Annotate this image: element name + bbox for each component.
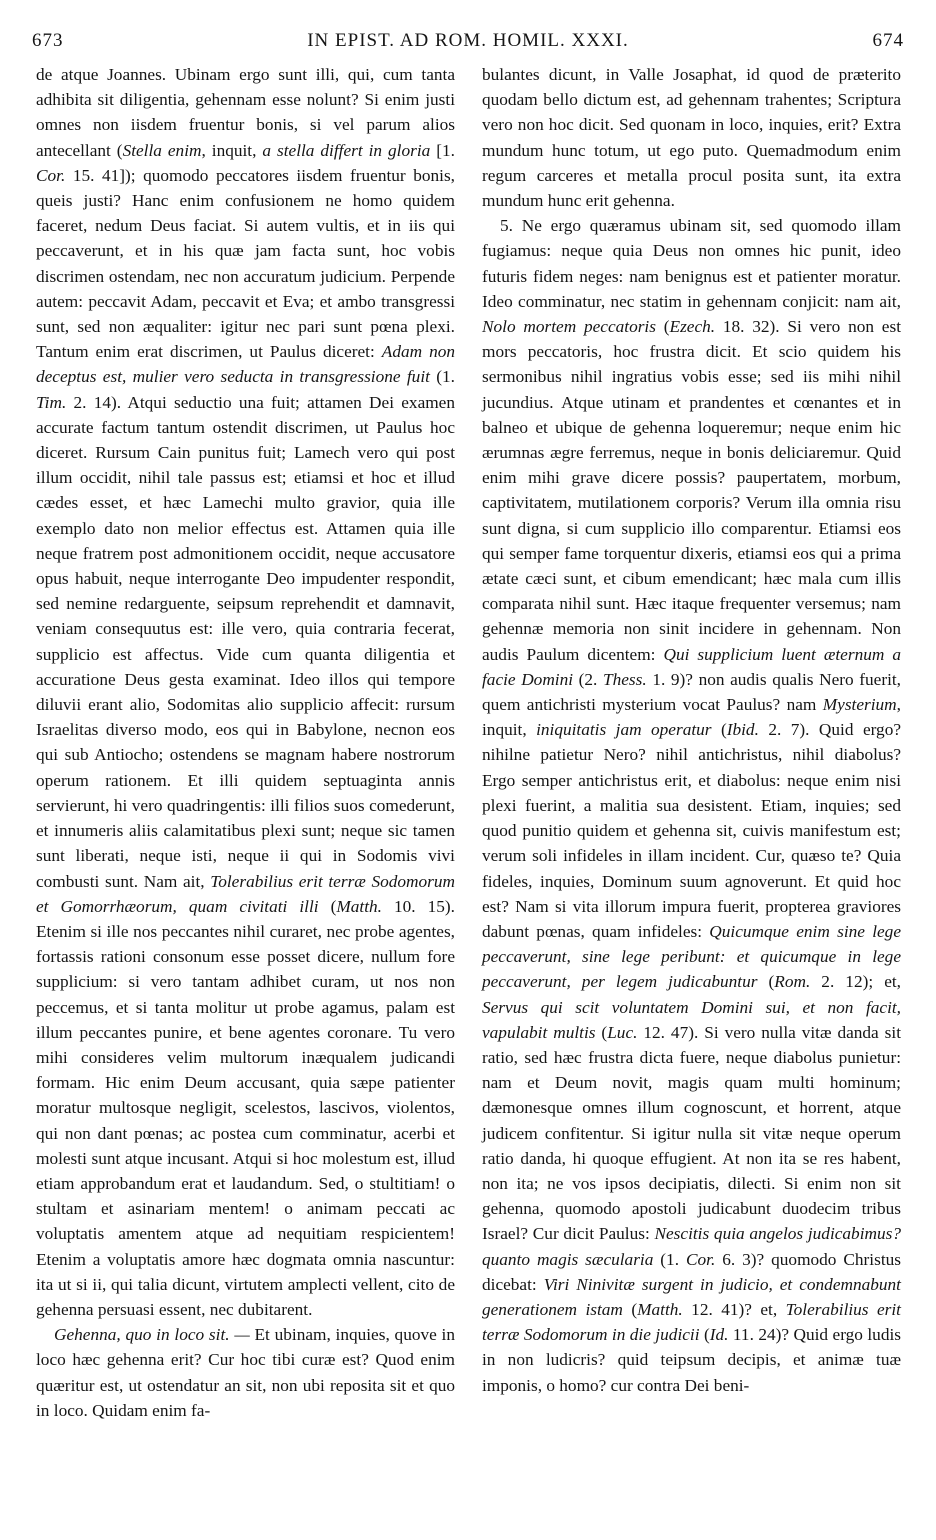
text-run: ( [699, 1325, 710, 1345]
text-run: bulantes dicunt, in Valle Josaphat, id quod de præterito quodam bello dictum est, ad gehennam trahentes; Scriptura vero non hoc dicit. Sed quonam in loco, inquies, erit? Extra mundum hunc totum, ut ego puto. Quemadmodum enim regum carceres et metalla procul posita sunt, ita extra mundum hunc erit gehenna. [482, 65, 901, 211]
text-run: 2. 14). Atqui seductio una fuit; attamen Dei examen accurate factum tantum ostendit discrimen, ut Paulus hoc diceret. Rursum Cain punitus fuit; Lamech vero qui post illum occidit, nihil tale passus est; etiamsi et hoc et illud cædes esset, et hæc Lamechi multo gravior, quia ille exemplo dato non melior effectus est. Attamen quia ille neque fratrem post admonitionem occidit, neque accusatore opus habuit, neque interrogante Deo impudenter respondit, sed nemine redarguente, seipsum reprehendit et damnavit, veniam consequutus est: ille vero, quia contraria fecerat, supplicio est affectus. Vide cum quanta diligentia et accuratione Deus gesta examinat. Ideo illos qui tempore diluvii erant alio, Sodomitas alio supplicio affecit: rursum Israelitas diverso modo, eos qui in Babylone, necnon eos qui sub Antiocho; ostendens se magnam habere nostrorum operum rationem. Et illi quidem septuaginta annis servierunt, hi vero quadringentis: illi filios suos comederunt, et innumeris aliis calamitatibus plexi sunt; neque sic tamen sunt liberati, neque isti, neque ii qui in Sodomis vivi combusti sunt. Nam ait, [36, 392, 455, 891]
left-column [36, 62, 455, 1423]
italic-text: Thess. [603, 669, 647, 689]
italic-text: iniquitatis jam operatur [536, 720, 712, 740]
italic-text: Quicumque enim sine lege peccaverunt, sine lege peribunt: et quicumque in lege peccaverunt, per legem judicabuntur [482, 921, 901, 992]
italic-text: Rom. [774, 972, 811, 992]
text-run: (1. [429, 367, 455, 387]
text-run: (1. [653, 1249, 686, 1269]
text-run: (2. [573, 669, 603, 689]
italic-text: Nescitis quia angelos judicabimus? quanto magis sæcularia [482, 1224, 901, 1269]
text-run: ( [318, 896, 337, 916]
page-number-right: 674 [872, 30, 904, 51]
italic-text: Nolo mortem peccatoris [482, 317, 656, 337]
text-run: , inquit, [201, 140, 263, 160]
text-run: 15. 41]); quomodo peccatores iisdem fruentur bonis, queis justi? Hanc enim confusionem ne homo quidem faceret, nedum Deus faciat. Si autem vultis, et in iis qui peccaverunt, et in his quæ jam facta sunt, hoc vobis discrimen ostendam, nec non accuratum judicium. Perpende autem: peccavit Adam, peccavit et Eva; et ambo transgressi sunt, sed non æqualiter: igitur nec pari sunt pœna plexi. Tantum enim erat discrimen, ut Paulus diceret: [36, 165, 455, 362]
text-run: ( [711, 720, 727, 740]
italic-text: a stella differt in gloria [262, 140, 431, 160]
text-run: 5. Ne ergo quæramus ubinam sit, sed quomodo illam fugiamus: neque quia Deus non omnes hic punit, ideo futuris fidem neges: nam benignus est et patienter moratur. Ideo comminatur, nec statim in gehennam conjicit: nam ait, [482, 216, 901, 311]
italic-text: Adam non deceptus est, mulier vero seducta in transgressione fuit [36, 342, 455, 387]
italic-text: Viri Ninivitæ surgent in judicio, et condemnabunt generationem istam [482, 1274, 901, 1319]
paragraph-section-5 [482, 213, 901, 1398]
page-number-left: 673 [32, 30, 64, 51]
text-run: 6. 3)? quomodo Christus dicebat: [482, 1249, 901, 1294]
text-run: , inquit, [482, 695, 901, 740]
italic-text: Qui supplicium luent æternum a facie Domini [482, 644, 901, 689]
text-run: ( [595, 1022, 608, 1042]
running-title: IN EPIST. AD ROM. HOMIL. XXXI. [307, 30, 629, 51]
text-run: 18. 32). Si vero non est mors peccatoris, hoc frustra dicit. Et scio quidem his sermonibus nihil ingratius vobis esse; sed iis mihi nihil jucundius. Atque utinam et prandentes et cœnantes et in balneo et ubique de gehenna loqueremur; neque enim hic ærumnas ægre ferremus, neque in bonis deliciaremur. Quid enim mihi grave dicere possis? paupertatem, morbum, captivitatem, mutilationem corporis? Verum illa omnia risu sunt digna, si cum supplicio illo comparentur. Etiamsi eos qui semper fame torquentur dixeris, etiamsi eos qui a prima ætate cæci sunt, et cibum emendicant; hæc mala cum illis comparata nihil sunt. Hæc itaque frequenter versemus; nam gehennæ memoria non sinit incidere in gehennam. Non audis Paulum dicentem: [482, 317, 901, 664]
italic-text: Stella enim [122, 140, 202, 160]
text-run: 2. 12); et, [810, 972, 901, 992]
italic-text: Luc. [607, 1022, 638, 1042]
italic-text: Tolerabilius erit terræ Sodomorum in die judicii [482, 1299, 901, 1345]
italic-text: Servus qui scit voluntatem Domini sui, et non facit, vapulabit multis [482, 997, 901, 1042]
running-header [30, 30, 906, 60]
text-run: 10. 15). Etenim si ille nos peccantes nihil curaret, nec probe agentes, fortassis rationi consonum esse posset dicere, nullum fore supplicium: si vero tantam adhibet curam, ut nos non peccemus, et si tanta molitur ut probe agamus, palam est illum peccantes punire, et bene agentes coronare. Tu vero mihi consideres velim multorum inæqualem judicandi formam. Hic enim Deum accusant, quia sæpe patienter moratur multosque negligit, scelestos, lascivos, violentos, qui non dant pœnas; ac postea cum comminatur, acerbi et molesti sunt atque incusant. Atqui si hoc molestum est, illud etiam approbandum erat et laudandum. Sed, o stultitiam! o stultam et asinariam mentem! o animam peccati ac voluptatis amentem atque ad nequitiam respicientem! Etenim a voluptatis amore hæc dogmata omnia nascuntur: ita ut si ii, qui talia dicunt, virtutem amplecti vellent, cito de gehenna persuasi essent, nec dubitarent. [36, 896, 455, 1319]
text-run: 1. 9)? non audis qualis Nero fuerit, quem antichristi mysterium vocat Paulus? nam [482, 669, 901, 715]
italic-text: Tolerabilius erit terræ Sodomorum et Gomorrhæorum, quam civitati illi [36, 871, 455, 916]
text-run: ( [757, 972, 775, 992]
text-run: 12. 47). Si vero nulla vitæ danda sit ratio, sed hæc frustra dicta fuere, neque diabolus punietur: nam et Deum novit, magis quam multi hominum; dæmonesque omnes illum cognoscunt, et horrent, atque judicem confitentur. Si igitur nulla sit vitæ neque operum ratio danda, hi quoque effugient. At non ita se res habent, non ita; ne vos ipsos decipiatis, dilecti. Si enim non sit gehenna, quomodo apostoli judicabunt duodecim tribus Israel? Cur dicit Paulus: [482, 1022, 901, 1244]
text-run: [1. [430, 140, 455, 160]
paragraph-gehenna-heading [36, 1322, 455, 1423]
paragraph [36, 62, 455, 1322]
text-run: de atque Joannes. Ubinam ergo sunt illi, qui, cum tanta adhibita sit diligentia, gehennam esse nolunt? Si enim justi omnes non iisdem fruentur bonis, si vel parum alios antecellant ( [36, 65, 455, 160]
italic-text: Mysterium [822, 695, 897, 715]
paragraph [482, 62, 901, 213]
italic-text: Id. [709, 1325, 729, 1345]
italic-text: Gehenna, quo in loco sit. — [54, 1325, 250, 1345]
italic-text: Ibid. [726, 720, 759, 740]
italic-text: Matth. [637, 1299, 683, 1319]
italic-text: Cor. [36, 165, 66, 185]
italic-text: Ezech. [669, 317, 716, 337]
italic-text: Cor. [685, 1249, 716, 1269]
text-run: ( [655, 317, 670, 337]
italic-text: Matth. [336, 896, 382, 916]
text-run: 2. 7). Quid ergo? nihilne patietur Nero? nihil antichristus, nihil diabolus? Ergo semper antichristus erit, et diabolus: neque enim nisi plexi fuerint, a malitia sua desistent. Etiam, inquies; sed quod punitio quidem et gehenna sit, cuivis manifestum est; verum soli infideles in illam incident. Cur, quæso te? Quia fideles, inquies, Dominum suum agnoverunt. Et quid hoc est? Nam si vita illorum impura fuerit, propterea graviores dabunt pœnas, quam infideles: [482, 720, 902, 941]
text-run: Et ubinam, inquies, quove in loco hæc gehenna erit? Cur hoc tibi curæ est? Quod enim quæritur est, ut ostendatur an sit, non ubi reposita sit et quo in loco. Quidam enim fa- [36, 1325, 455, 1420]
text-run: 11. 24)? Quid ergo ludis in non ludicris? quid teipsum decipis, et animæ tuæ imponis, o homo? cur contra Dei beni- [482, 1325, 901, 1395]
text-run: 12. 41)? et, [682, 1299, 786, 1319]
italic-text: Tim. [36, 392, 67, 412]
text-run: ( [622, 1299, 638, 1319]
right-column [482, 62, 901, 1398]
